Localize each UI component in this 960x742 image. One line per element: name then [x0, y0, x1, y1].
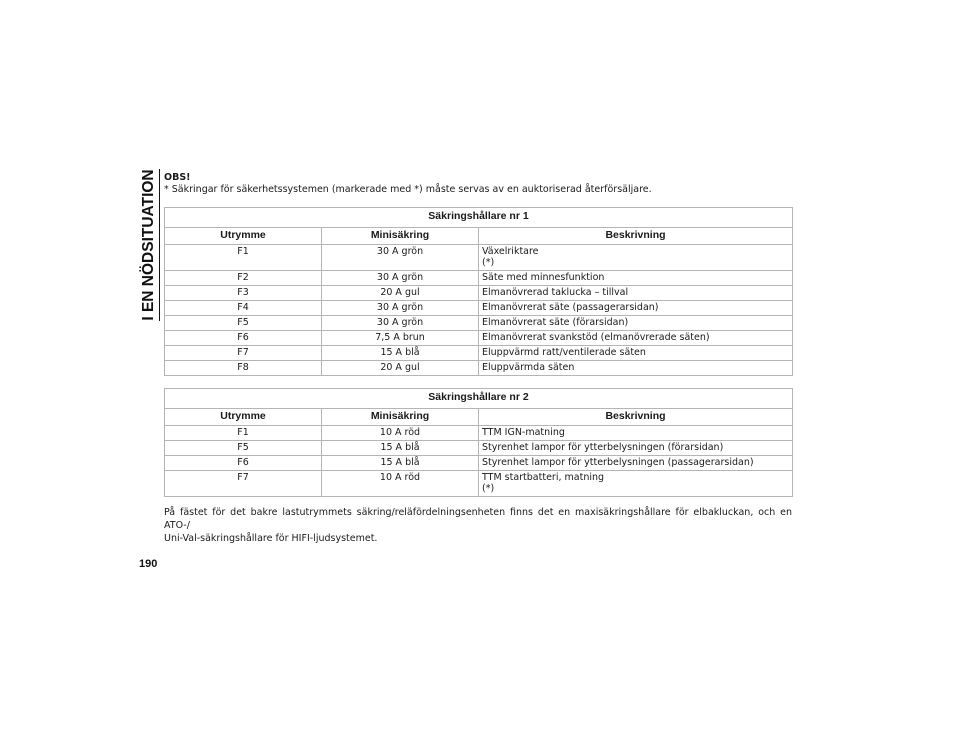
table-row: [165, 301, 793, 316]
fuse-cell: 20 A gul: [322, 286, 479, 301]
table-row: [165, 441, 793, 456]
cavity-cell: F5: [165, 441, 322, 456]
table-row: [165, 456, 793, 471]
fuse-cell: 15 A blå: [322, 346, 479, 361]
footer-line-1: På fästet för det bakre lastutrymmets säkring/reläfördelningsenheten finns det en maxisäkringshållare för elbakluckan, och en ATO-/: [164, 507, 792, 531]
description-note: (*): [482, 257, 495, 268]
description-cell: Styrenhet lampor för ytterbelysningen (förarsidan): [479, 441, 793, 456]
cavity-cell: F6: [165, 456, 322, 471]
note-text: * Säkringar för säkerhetssystemen (markerade med *) måste servas av en auktoriserad återförsäljare.: [164, 184, 652, 195]
fuse-cell: 15 A blå: [322, 456, 479, 471]
description-cell: Eluppvärmda säten: [479, 361, 793, 376]
cavity-cell: F5: [165, 316, 322, 331]
cavity-cell: F3: [165, 286, 322, 301]
footer-line-2: Uni-Val-säkringshållare för HIFI-ljudsystemet.: [164, 533, 378, 544]
table-title: Säkringshållare nr 2: [165, 389, 793, 409]
cavity-cell: F7: [165, 471, 322, 497]
page-number: 190: [139, 558, 158, 570]
table-title: Säkringshållare nr 1: [165, 208, 793, 228]
description-cell: Styrenhet lampor för ytterbelysningen (passagerarsidan): [479, 456, 793, 471]
description-cell: [479, 471, 793, 497]
fuse-cell: 15 A blå: [322, 441, 479, 456]
cavity-cell: F4: [165, 301, 322, 316]
description-cell: Elmanövrerat svankstöd (elmanövrerade säten): [479, 331, 793, 346]
fuse-cell: 20 A gul: [322, 361, 479, 376]
cavity-cell: F6: [165, 331, 322, 346]
description-note: (*): [482, 483, 495, 494]
description-text: TTM startbatteri, matning: [482, 472, 605, 483]
description-cell: Elmanövrerat säte (passagerarsidan): [479, 301, 793, 316]
section-tab-label: I EN NÖDSITUATION: [140, 169, 157, 321]
fuse-cell: 30 A grön: [322, 271, 479, 286]
fuse-cell: 30 A grön: [322, 316, 479, 331]
cavity-cell: F8: [165, 361, 322, 376]
description-cell: Säte med minnesfunktion: [479, 271, 793, 286]
column-header-cavity: Utrymme: [165, 228, 322, 245]
table-row: [165, 245, 793, 271]
section-tab-rule: [159, 169, 160, 321]
fuse-cell: 30 A grön: [322, 301, 479, 316]
description-cell: Elmanövrerad taklucka – tillval: [479, 286, 793, 301]
footer-paragraph: [164, 506, 792, 545]
description-cell: Elmanövrerat säte (förarsidan): [479, 316, 793, 331]
cavity-cell: F7: [165, 346, 322, 361]
table-row: [165, 361, 793, 376]
table-row: [165, 271, 793, 286]
column-header-description: Beskrivning: [479, 228, 793, 245]
description-cell: [479, 245, 793, 271]
table-row: [165, 426, 793, 441]
table-row: [165, 316, 793, 331]
column-header-cavity: Utrymme: [165, 409, 322, 426]
note-title: OBS!: [164, 172, 191, 183]
fuse-table-2: [164, 388, 793, 497]
cavity-cell: F1: [165, 245, 322, 271]
table-row: [165, 331, 793, 346]
column-header-description: Beskrivning: [479, 409, 793, 426]
fuse-cell: 7,5 A brun: [322, 331, 479, 346]
fuse-cell: 10 A röd: [322, 471, 479, 497]
fuse-cell: 10 A röd: [322, 426, 479, 441]
column-header-fuse: Minisäkring: [322, 409, 479, 426]
description-cell: TTM IGN-matning: [479, 426, 793, 441]
cavity-cell: F2: [165, 271, 322, 286]
fuse-table-1: [164, 207, 793, 376]
note-block: [164, 172, 792, 196]
table-row: [165, 346, 793, 361]
page-content: [164, 172, 792, 545]
column-header-fuse: Minisäkring: [322, 228, 479, 245]
cavity-cell: F1: [165, 426, 322, 441]
description-text: Växelriktare: [482, 246, 539, 257]
table-row: [165, 471, 793, 497]
table-row: [165, 286, 793, 301]
fuse-cell: 30 A grön: [322, 245, 479, 271]
description-cell: Eluppvärmd ratt/ventilerade säten: [479, 346, 793, 361]
section-tab: [138, 170, 160, 320]
